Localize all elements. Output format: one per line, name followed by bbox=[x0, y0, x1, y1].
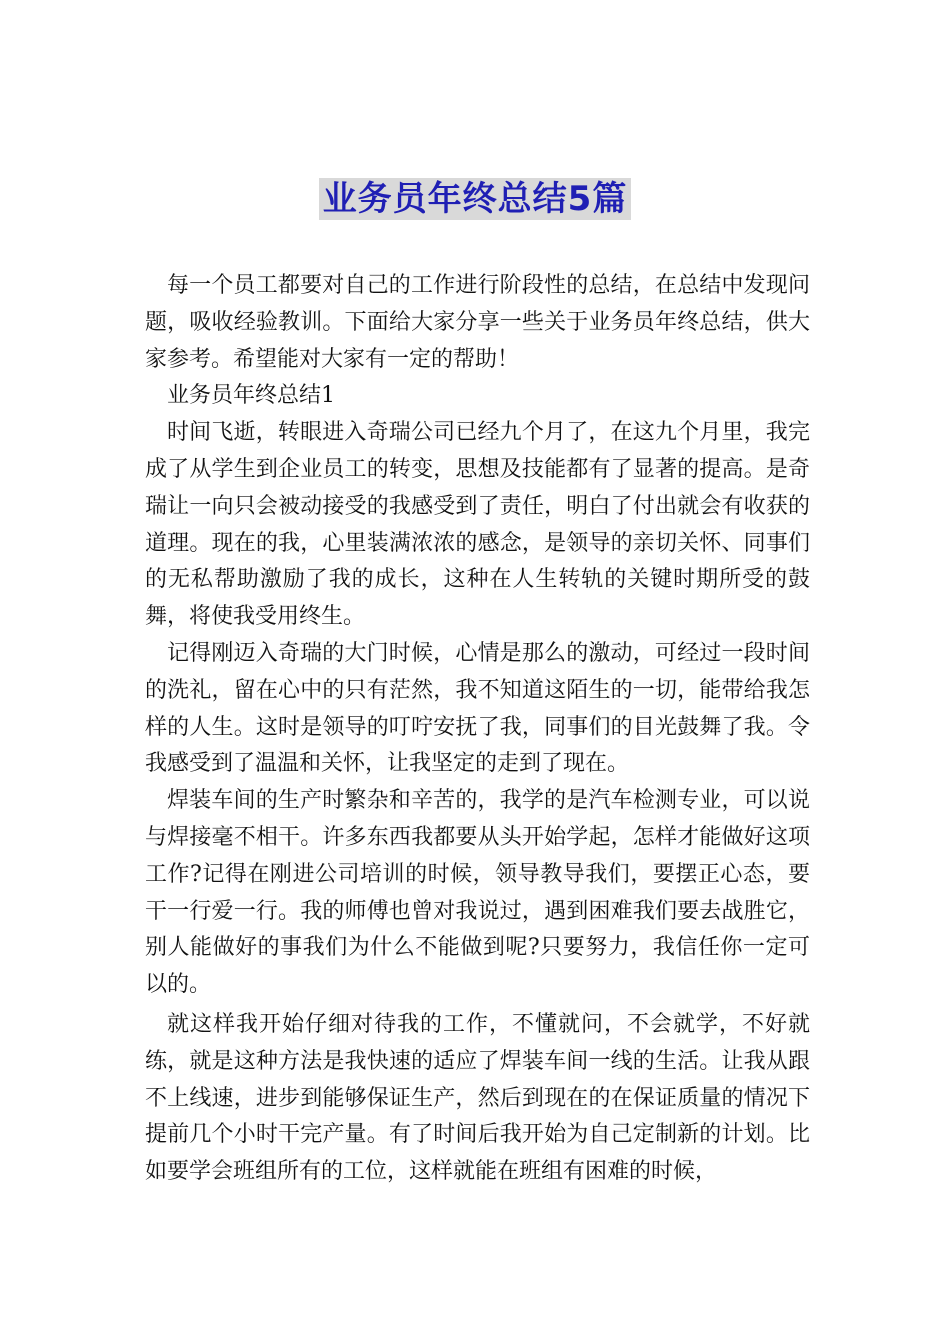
body-paragraph-3: 焊装车间的生产时繁杂和辛苦的，我学的是汽车检测专业，可以说与焊接毫不相干。许多东西我都要从头开始学起，怎样才能做好这项工作?记得在刚进公司培训的时候，领导教导我们，要摆正心态，要干一行爱一行。我的师傅也曾对我说过，遇到困难我们要去战胜它，别人能做好的事我们为什么不能做到呢?只要努力，我信任你一定可以的。 bbox=[145, 788, 810, 998]
document-body bbox=[145, 268, 810, 1191]
title-container bbox=[0, 178, 950, 220]
section-heading: 业务员年终总结1 bbox=[167, 383, 335, 409]
intro-paragraph: 每一个员工都要对自己的工作进行阶段性的总结，在总结中发现问题，吸收经验教训。下面给大家分享一些关于业务员年终总结，供大家参考。希望能对大家有一定的帮助！ bbox=[145, 273, 810, 372]
body-paragraph-4: 就这样我开始仔细对待我的工作，不懂就问，不会就学，不好就练，就是这种方法是我快速的适应了焊装车间一线的生活。让我从跟不上线速，进步到能够保证生产，然后到现在的在保证质量的情况下提前几个小时干完产量。有了时间后我开始为自己定制新的计划。比如要学会班组所有的工位，这样就能在班组有困难的时候， bbox=[145, 1011, 810, 1185]
document-title: 业务员年终总结5篇 bbox=[319, 178, 632, 220]
body-paragraph-2: 记得刚迈入奇瑞的大门时候，心情是那么的激动，可经过一段时间的洗礼，留在心中的只有茫然，我不知道这陌生的一切，能带给我怎样的人生。这时是领导的叮咛安抚了我，同事们的目光鼓舞了我。令我感受到了温温和关怀，让我坚定的走到了现在。 bbox=[145, 640, 810, 777]
body-paragraph-1: 时间飞逝，转眼进入奇瑞公司已经九个月了，在这九个月里，我完成了从学生到企业员工的转变，思想及技能都有了显著的提高。是奇瑞让一向只会被动接受的我感受到了责任，明白了付出就会有收获的道理。现在的我，心里装满浓浓的感念，是领导的亲切关怀、同事们的无私帮助激励了我的成长，这种在人生转轨的关键时期所受的鼓舞，将使我受用终生。 bbox=[145, 420, 810, 630]
